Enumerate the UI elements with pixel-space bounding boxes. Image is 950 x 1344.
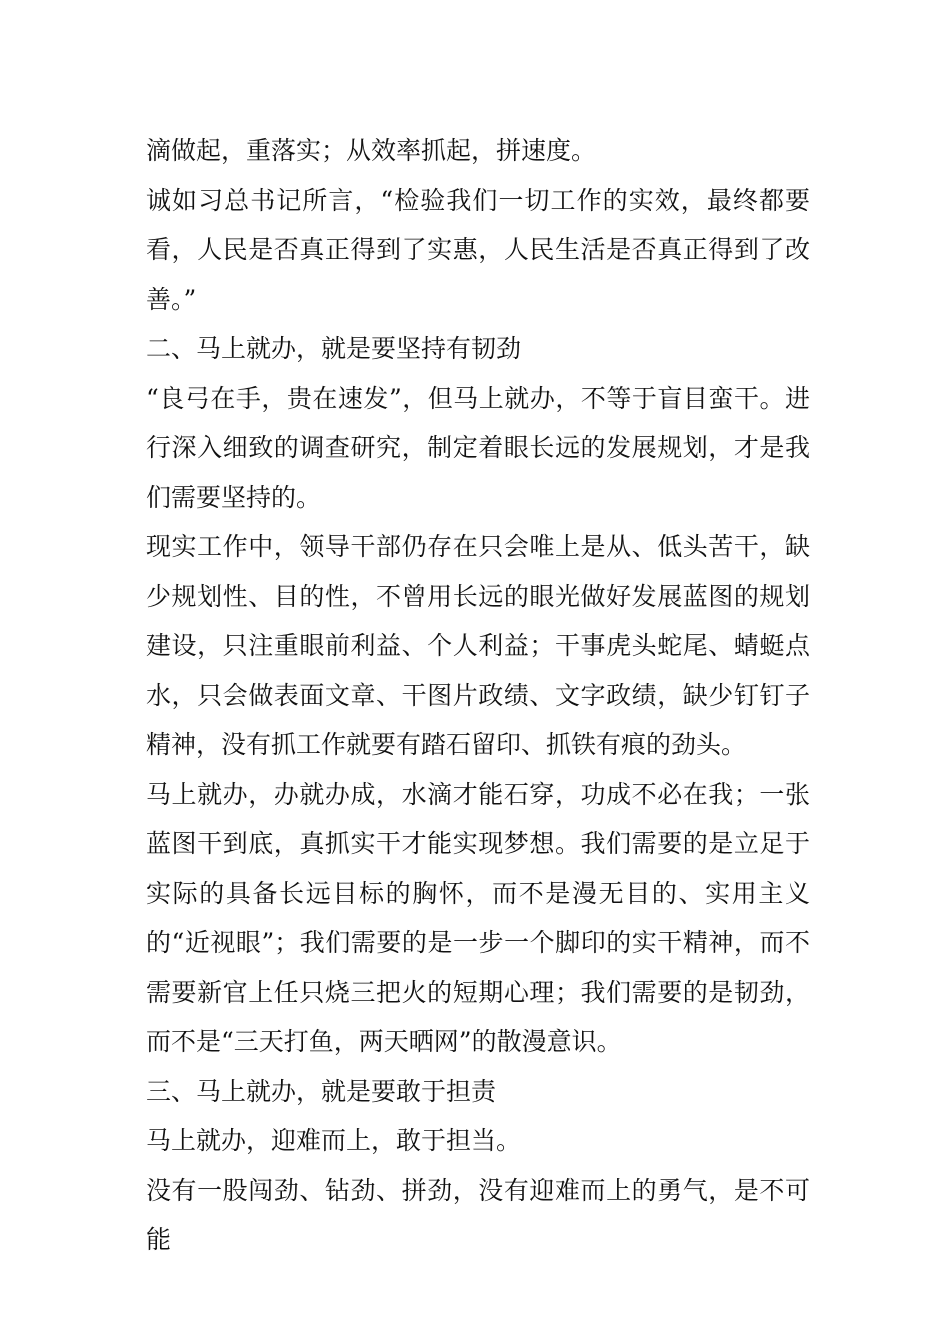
paragraph-quote: 诚如习总书记所言，“检验我们一切工作的实效，最终都要看，人民是否真正得到了实惠，人民生活是否真正得到了改善。” bbox=[146, 185, 810, 314]
paragraph: 现实工作中，领导干部仍存在只会唯上是从、低头苦干，缺少规划性、目的性，不曾用长远的眼光做好发展蓝图的规划建设，只注重眼前利益、个人利益；干事虎头蛇尾、蜻蜓点水，只会做表面文章、干图片政绩、文字政绩，缺少钉钉子精神，没有抓工作就要有踏石留印、抓铁有痕的劲头。 bbox=[146, 532, 810, 759]
document-body bbox=[146, 126, 810, 1265]
paragraph-continuation: 滴做起，重落实；从效率抓起，拼速度。 bbox=[146, 136, 597, 165]
paragraph: “良弓在手，贵在速发”，但马上就办，不等于盲目蛮干。进行深入细致的调查研究，制定着眼长远的发展规划，才是我们需要坚持的。 bbox=[146, 383, 810, 512]
section-heading-2: 二、马上就办，就是要坚持有韧劲 bbox=[146, 334, 522, 363]
paragraph-truncated: 没有一股闯劲、钻劲、拼劲，没有迎难而上的勇气，是不可能 bbox=[146, 1175, 810, 1254]
paragraph: 马上就办，办就办成，水滴才能石穿，功成不必在我；一张蓝图干到底，真抓实干才能实现梦想。我们需要的是立足于实际的具备长远目标的胸怀，而不是漫无目的、实用主义的“近视眼”；我们需要的是一步一个脚印的实干精神，而不需要新官上任只烧三把火的短期心理；我们需要的是韧劲，而不是“三天打鱼，两天晒网”的散漫意识。 bbox=[146, 779, 810, 1056]
section-heading-3: 三、马上就办，就是要敢于担责 bbox=[146, 1076, 497, 1106]
paragraph: 马上就办，迎难而上，敢于担当。 bbox=[146, 1126, 522, 1155]
